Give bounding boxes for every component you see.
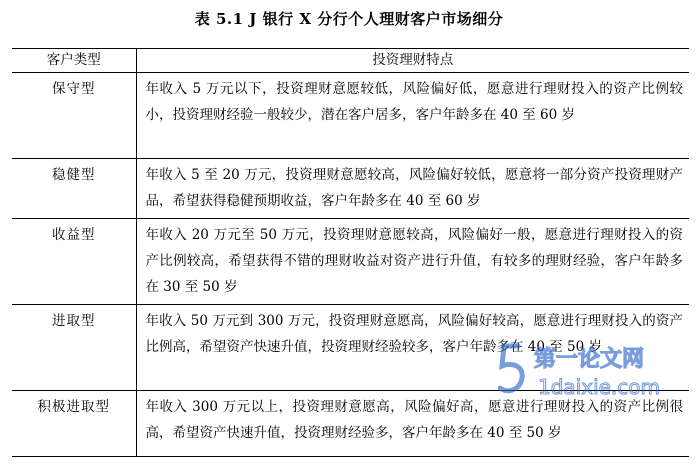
watermark-url-text: 1daixie.com — [538, 375, 661, 399]
customer-type-cell: 收益型 — [12, 219, 136, 305]
traits-cell: 年收入 5 至 20 万元，投资理财意愿较高，风险偏好较低，愿意将一部分资产投资理财产品，希望获得稳健预期收益，客户年龄多在 40 至 60 岁 — [136, 159, 689, 219]
table-row — [12, 219, 689, 305]
customer-type-cell: 保守型 — [12, 73, 136, 159]
table-caption: 表 5.1 J 银行 X 分行个人理财客户市场细分 — [194, 10, 504, 28]
traits-cell: 年收入 5 万元以下，投资理财意愿较低，风险偏好低，愿意进行理财投入的资产比例较小，投资理财经验一般较少，潜在客户居多，客户年龄多在 40 至 60 岁 — [136, 73, 689, 159]
table-row — [12, 391, 689, 457]
traits-cell: 年收入 300 万元以上，投资理财意愿高，风险偏好高，愿意进行理财投入的资产比例很高，希望资产快速升值，投资理财经验多，客户年龄多在 40 至 50 岁 — [136, 391, 689, 457]
table-header-row — [12, 49, 689, 73]
table-row — [12, 305, 689, 391]
traits-cell: 年收入 50 万元到 300 万元，投资理财意愿高，风险偏好较高，愿意进行理财投入的资产比例高，希望资产快速升值，投资理财经验较多，客户年龄多在 40 至 50 岁 — [136, 305, 689, 391]
customer-segment-table — [12, 48, 689, 457]
header-investment-traits: 投资理财特点 — [136, 49, 689, 73]
table-row — [12, 73, 689, 159]
customer-type-cell: 稳健型 — [12, 159, 136, 219]
customer-type-cell: 进取型 — [12, 305, 136, 391]
header-customer-type: 客户类型 — [12, 49, 136, 73]
watermark-brand-text: 第一论文网 — [534, 347, 645, 372]
customer-type-cell: 积极进取型 — [12, 391, 136, 457]
traits-cell: 年收入 20 万元至 50 万元，投资理财意愿较高，风险偏好一般，愿意进行理财投入的资产比例较高，希望获得不错的理财收益对资产进行升值，有较多的理财经验，客户年龄多在 30 至 50 岁 — [136, 219, 689, 305]
table-row — [12, 159, 689, 219]
